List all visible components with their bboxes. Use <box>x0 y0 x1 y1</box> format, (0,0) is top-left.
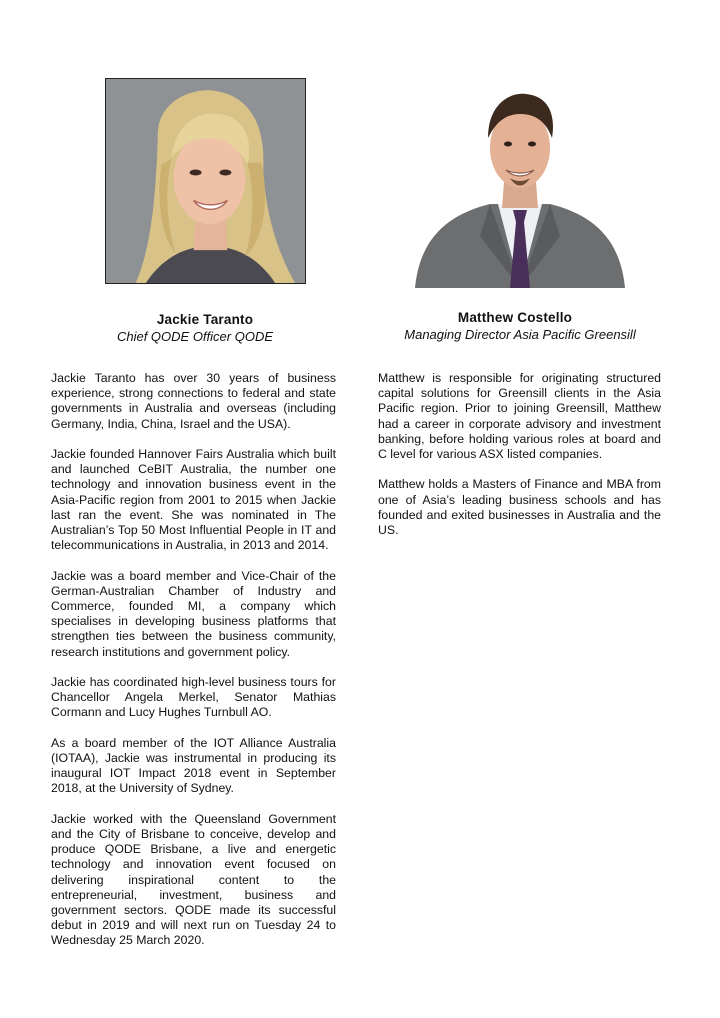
bio-paragraph: Matthew is responsible for originating structured capital solutions for Greensill clients in the Asia Pacific region. Prior to joining Greensill, Matthew had a career in corporate advisory and investment banking, before holding various roles at board and C level for various ASX listed companies. <box>378 371 661 462</box>
bio-paragraph: Jackie worked with the Queensland Government and the City of Brisbane to conceive, develop and produce QODE Brisbane, a live and energetic technology and innovation event focused on delivering inspirational content to the entrepreneurial, investment, business and government sectors. QODE made its successful debut in 2019 and will next run on Tuesday 24 to Wednesday 25 March 2020. <box>51 811 336 948</box>
jackie-role: Chief QODE Officer QODE <box>116 329 274 344</box>
jackie-bio <box>51 371 336 964</box>
bio-paragraph: Matthew holds a Masters of Finance and MBA from one of Asia’s leading business schools and has founded and exited businesses in Australia and the US. <box>378 477 661 538</box>
bio-paragraph: Jackie Taranto has over 30 years of business experience, strong connections to federal and state governments in Australia and overseas (including Germany, India, China, Israel and the USA). <box>51 371 336 431</box>
jackie-taranto-photo <box>105 78 306 284</box>
matthew-name: Matthew Costello <box>457 310 573 325</box>
bio-paragraph: As a board member of the IOT Alliance Australia (IOTAA), Jackie was instrumental in producing its inaugural IOT Impact 2018 event in September 2018, at the University of Sydney. <box>51 735 336 796</box>
jackie-name: Jackie Taranto <box>156 312 254 327</box>
matthew-costello-photo <box>410 86 630 288</box>
matthew-role: Managing Director Asia Pacific Greensill <box>404 327 636 342</box>
matthew-bio <box>378 371 661 553</box>
bio-paragraph: Jackie founded Hannover Fairs Australia which built and launched CeBIT Australia, the number one technology and innovation business event in the Asia-Pacific region from 2001 to 2015 when Jackie last ran the event. She was nominated in The Australian’s Top 50 Most Influential People in IT and telecommunications in Australia, in 2013 and 2014. <box>51 447 336 553</box>
bio-paragraph: Jackie has coordinated high-level business tours for Chancellor Angela Merkel, Senator Mathias Cormann and Lucy Hughes Turnbull AO. <box>51 675 336 720</box>
bio-paragraph: Jackie was a board member and Vice-Chair of the German-Australian Chamber of Industry and Commerce, founded MI, a company which specialises in developing business platforms that strengthen ties between the business community, research institutions and government policy. <box>51 568 336 659</box>
